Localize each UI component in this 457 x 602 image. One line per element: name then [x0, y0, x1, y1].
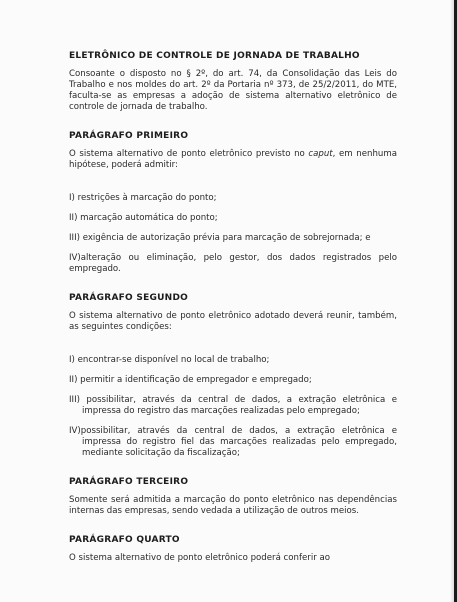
primeiro-item-4: IV)alteração ou eliminação, pelo gestor, dos dados registrados pelo empregado. [69, 253, 397, 274]
primeiro-item-1: I) restrições à marcação do ponto; [69, 193, 217, 203]
paragrafo-terceiro-text: Somente será admitida a marcação do ponto eletrônico nas dependências internas das empresas, sendo vedada a utilização de outros meios. [69, 495, 397, 516]
segundo-item-3: III) possibilitar, através da central de dados, a extração eletrônica e impressa do registro das marcações realizadas pelo empregado; [69, 395, 397, 416]
paragrafo-primeiro-lead: O sistema alternativo de ponto eletrônico previsto no caput, em nenhuma hipótese, poderá admitir: [69, 149, 397, 170]
paragrafo-quarto-text: O sistema alternativo de ponto eletrônico poderá conferir ao [69, 553, 331, 563]
segundo-item-1: I) encontrar-se disponível no local de trabalho; [69, 355, 270, 365]
document-body [69, 51, 397, 564]
primeiro-item-2: II) marcação automática do ponto; [69, 213, 218, 223]
heading-paragrafo-terceiro: PARÁGRAFO TERCEIRO [69, 477, 189, 487]
caput-term: caput [308, 149, 333, 159]
segundo-item-4: IV)possibilitar, através da central de dados, a extração eletrônica e impressa do registro fiel das marcações realizadas pelo empregado, mediante solicitação da fiscalização; [69, 426, 397, 458]
intro-paragraph: Consoante o disposto no § 2º, do art. 74, da Consolidação das Leis do Trabalho e nos moldes do art. 2º da Portaria nº 373, de 25/2/2011, do MTE, faculta-se as empresas a adoção de sistema alternativo eletrônico de controle de jornada de trabalho. [69, 69, 397, 112]
heading-paragrafo-quarto: PARÁGRAFO QUARTO [69, 535, 180, 545]
heading-paragrafo-primeiro: PARÁGRAFO PRIMEIRO [69, 131, 189, 141]
paragrafo-segundo-lead: O sistema alternativo de ponto eletrônico adotado deverá reunir, também, as seguintes condições: [69, 311, 397, 332]
document-title: ELETRÔNICO DE CONTROLE DE JORNADA DE TRABALHO [69, 51, 360, 61]
segundo-item-2: II) permitir a identificação de empregador e empregado; [69, 375, 312, 385]
primeiro-item-3: III) exigência de autorização prévia para marcação de sobrejornada; e [69, 233, 371, 243]
heading-paragrafo-segundo: PARÁGRAFO SEGUNDO [69, 293, 189, 303]
